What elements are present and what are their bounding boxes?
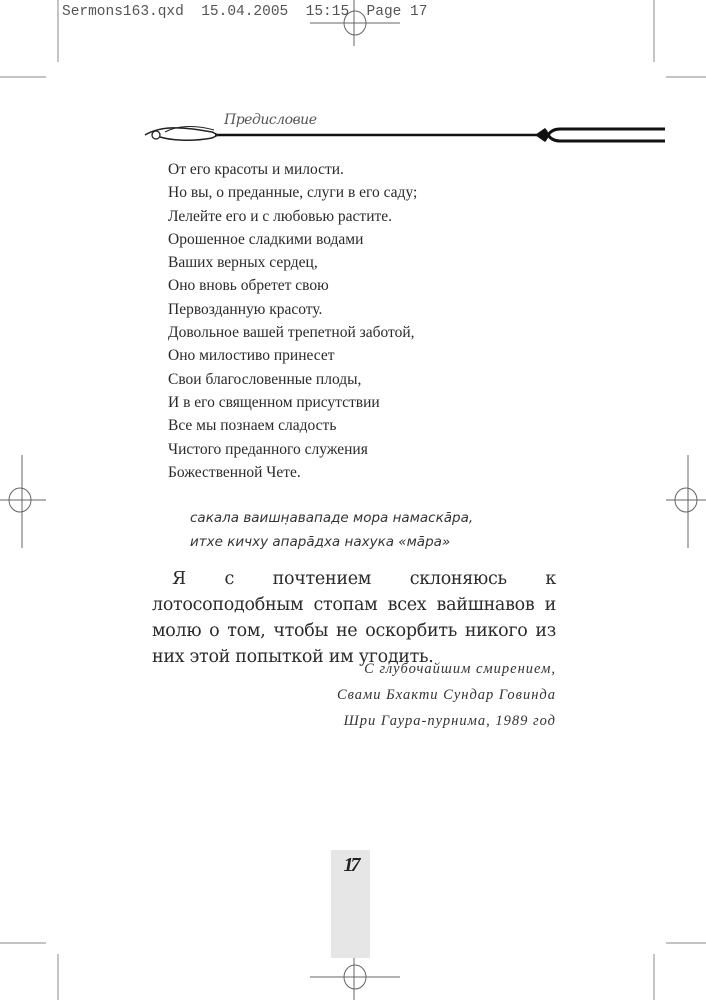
signature-line: Свами Бхакти Сундар Говинда [336, 687, 556, 703]
mantra-verse [190, 506, 473, 554]
signature-line: С глубочайшим смирением, [364, 661, 556, 677]
poem [168, 158, 417, 484]
poem-line: Все мы познаем сладость [168, 417, 337, 435]
poem-line: Оно милостиво принесет [168, 347, 335, 365]
page-number: 17 [343, 854, 358, 876]
section-title: Предисловие [224, 112, 317, 128]
poem-line: Довольное вашей трепетной заботой, [168, 324, 415, 342]
poem-line: Первозданную красоту. [168, 300, 323, 318]
poem-line: Ваших верных сердец, [168, 254, 318, 272]
poem-line: От его красоты и милости. [168, 161, 344, 178]
poem-line: Но вы, о преданные, слуги в его саду; [168, 184, 418, 202]
mantra-line: сакала ваишн̣авападе мора намаскāра, [190, 510, 474, 526]
header-ornament-rule [140, 118, 670, 148]
mantra-line: итхе кичху апарāдха нахука «мāра» [190, 534, 451, 550]
paragraph-text: Я с почтением склоняюсь к лотосоподобным стопам всех вайшнавов и молю о том, чтобы не оскорбить никого из них этой попыткой им угодить. [152, 569, 556, 667]
poem-line: Орошенное сладкими водами [168, 230, 364, 248]
signature [337, 656, 556, 734]
poem-line: Лелейте его и с любовью растите. [168, 207, 393, 225]
signature-line: Шри Гаура-пурнима, 1989 год [343, 713, 556, 729]
poem-line: Чистого преданного служения [168, 440, 368, 458]
poem-line: И в его священном присутствии [168, 393, 380, 411]
registration-mark-bottom [310, 955, 400, 1000]
registration-mark-right [666, 455, 706, 548]
body-paragraph [152, 566, 556, 670]
poem-line: Свои благословенные плоды, [168, 370, 362, 388]
page-number-tab [331, 850, 370, 958]
file-slug: Sermons163.qxd 15.04.2005 15:15 Page 17 [62, 4, 428, 20]
registration-mark-left [0, 455, 46, 548]
poem-line: Оно вновь обретет свою [168, 277, 329, 295]
poem-line: Божественной Чете. [168, 463, 301, 481]
